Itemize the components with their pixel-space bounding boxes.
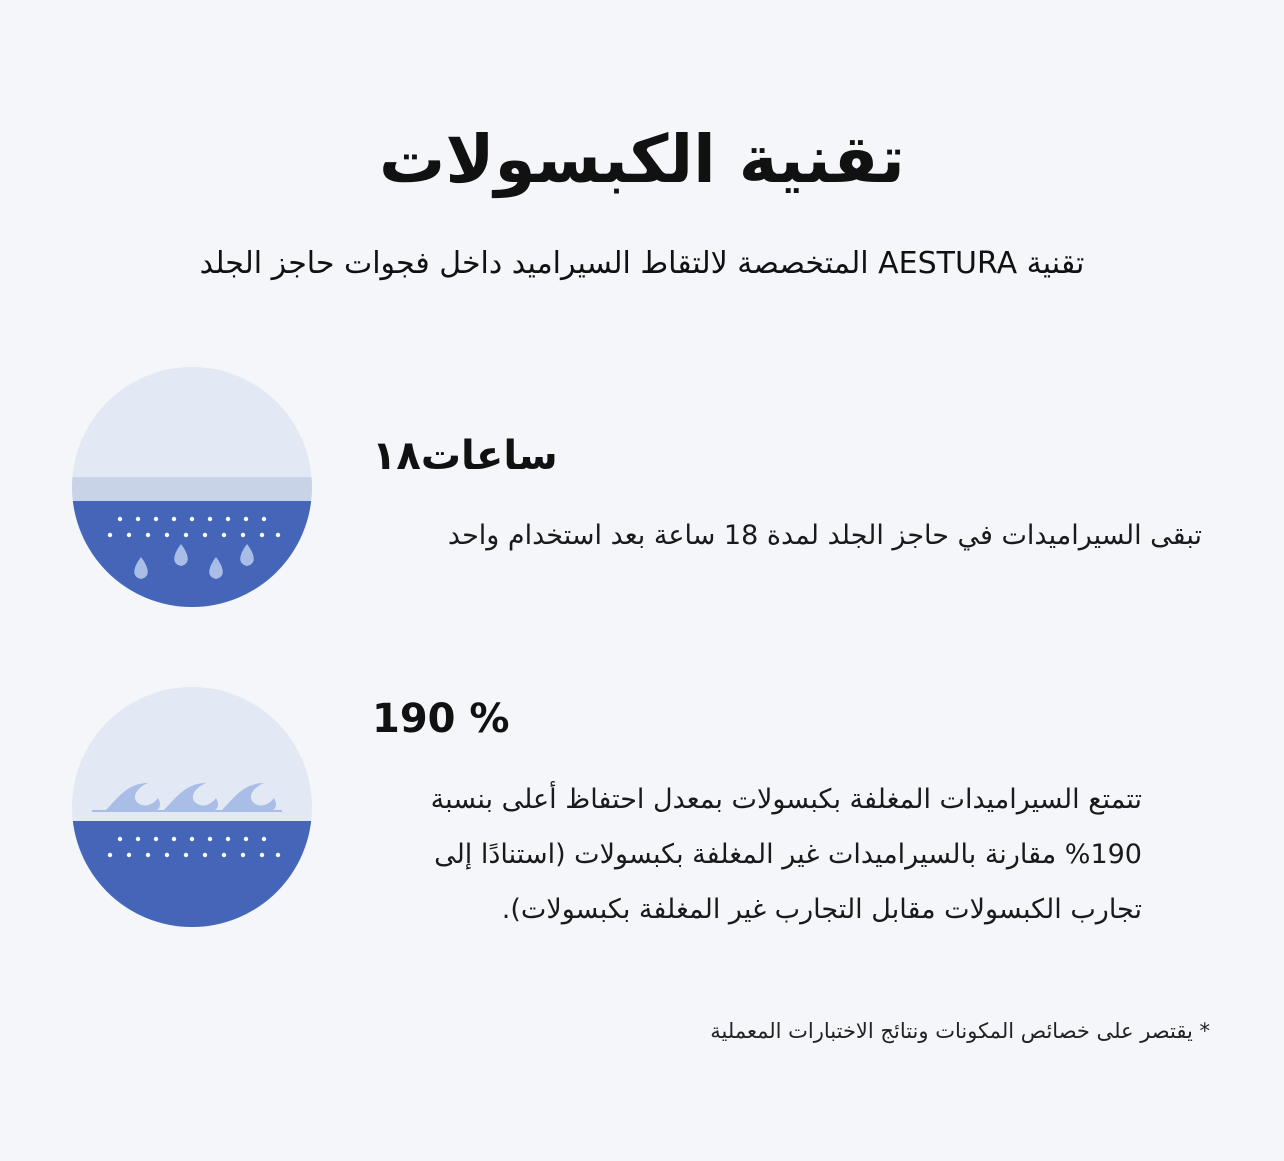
stat-description-hours: تبقى السيراميدات في حاجز الجلد لمدة 18 ساعة بعد استخدام واحد (447, 520, 1202, 551)
stat-heading-hours: ساعات١٨ (372, 433, 558, 479)
stat-description-percent: تتمتع السيراميدات المغلفة بكبسولات بمعدل احتفاظ أعلى بنسبة 190% مقارنة بالسيراميدات غير المغلفة بكبسولات (استنادًا إلى تجارب الكبسولات مقابل التجارب غير المغلفة بكبسولات). (430, 784, 1142, 925)
stat-heading-percent: 190 % (372, 696, 510, 742)
footnote: * يقتصر على خصائص المكونات ونتائج الاختبارات المعملية (710, 1019, 1210, 1043)
page-title: تقنية الكبسولات (379, 121, 905, 198)
water-drops-icon (72, 367, 312, 607)
page-subtitle: تقنية AESTURA المتخصصة لالتقاط السيراميد داخل فجوات حاجز الجلد (199, 246, 1085, 281)
waves-icon (72, 687, 312, 927)
